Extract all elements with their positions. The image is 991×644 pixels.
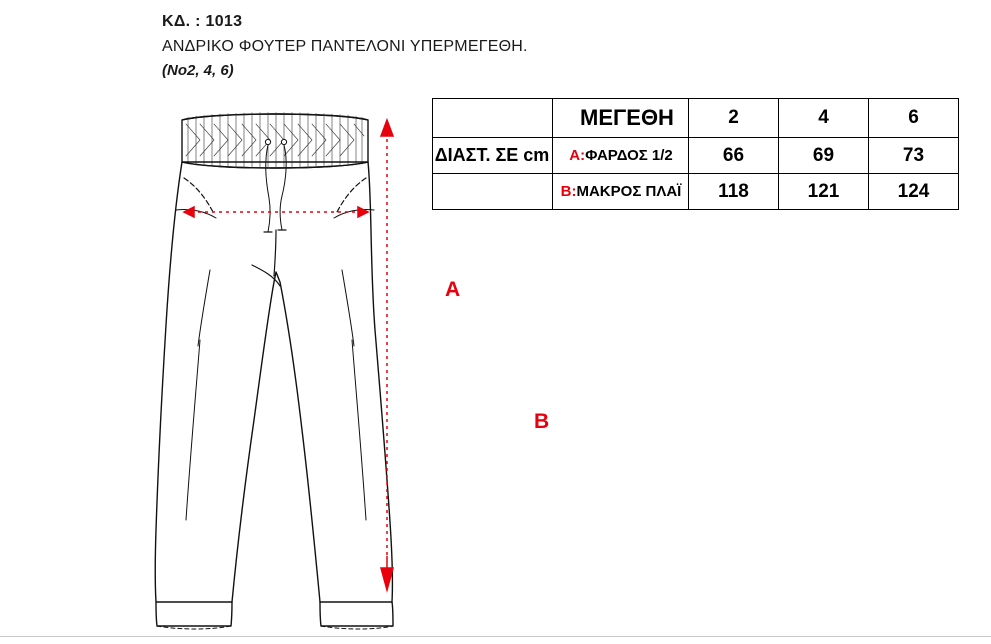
eyelet-right: [281, 139, 286, 144]
cuff-right: [320, 602, 393, 626]
measure-a-letter: A: [445, 278, 461, 301]
measure-b-label: ΜΑΚΡΟΣ ΠΛΑΪ: [576, 183, 682, 200]
pants-body-outline: [155, 162, 392, 602]
table-row: [433, 138, 959, 174]
measure-b-letter: B: [534, 410, 550, 433]
size-table-container: [432, 98, 958, 210]
size-column-2: 4: [779, 99, 869, 138]
measure-b-marker: B:: [560, 183, 577, 200]
measure-b-arrow-bottom: [381, 568, 393, 590]
product-sizes-note: (Νο2, 4, 6): [162, 62, 234, 79]
measure-a-arrow-right: [358, 207, 368, 217]
drawcord-right: [280, 145, 286, 230]
size-column-3: 6: [869, 99, 959, 138]
sizes-header-cell: ΜΕΓΕΘΗ: [553, 99, 689, 138]
eyelet-left: [265, 139, 270, 144]
measure-a-label: ΦΑΡΔΟΣ 1/2: [585, 147, 673, 164]
measure-b-value-size4: 121: [779, 174, 869, 210]
sweatpants-svg: [140, 90, 460, 635]
measure-b-value-size6: 124: [869, 174, 959, 210]
size-column-1: 2: [689, 99, 779, 138]
size-table: [432, 98, 959, 210]
measure-b-arrow-top: [381, 120, 393, 136]
unit-label-cell: ΔΙΑΣΤ. ΣΕ cm: [433, 138, 553, 174]
bottom-divider: [0, 636, 991, 637]
table-row: [433, 174, 959, 210]
table-row-header: [433, 99, 959, 138]
product-code: ΚΔ. : 1013: [162, 13, 243, 30]
measure-a-marker: A:: [569, 147, 586, 164]
measure-a-name-cell: [553, 138, 689, 174]
measure-b-value-size2: 118: [689, 174, 779, 210]
measure-a-arrow-left: [184, 207, 194, 217]
pocket-left-seam: [184, 178, 214, 214]
measure-a-value-size6: 73: [869, 138, 959, 174]
measure-b-name-cell: [553, 174, 689, 210]
header-block: [162, 12, 682, 81]
measure-a-value-size4: 69: [779, 138, 869, 174]
measure-a-value-size2: 66: [689, 138, 779, 174]
product-description: ΑΝΔΡΙΚΟ ΦΟΥΤΕΡ ΠΑΝΤΕΛΟΝΙ ΥΠΕΡΜΕΓΕΘΗ.: [162, 38, 528, 55]
cuff-left: [156, 602, 232, 626]
